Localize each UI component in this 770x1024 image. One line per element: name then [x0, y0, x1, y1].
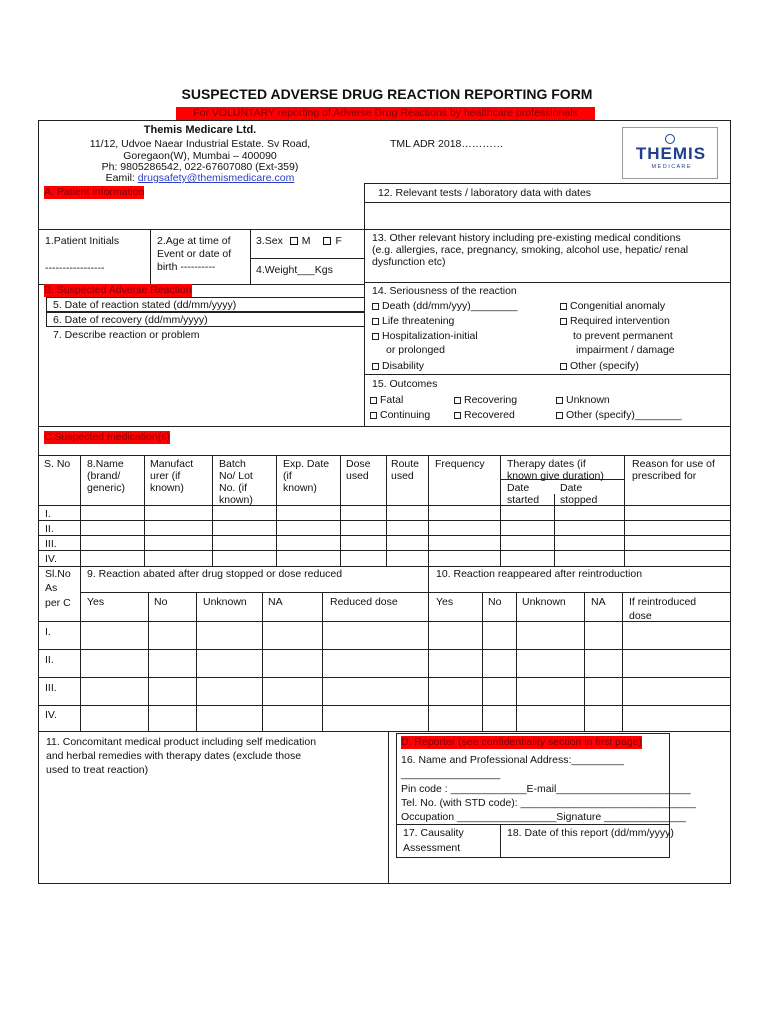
email-link[interactable]: drugsafety@themismedicare.com — [137, 172, 295, 184]
report-date-label: 18. Date of this report (dd/mm/yyyy) — [507, 827, 674, 839]
unknown-outcome-checkbox[interactable] — [556, 397, 563, 404]
q9-col-5 — [322, 592, 323, 731]
describe-reaction-label: 7. Describe reaction or problem — [53, 329, 200, 341]
q9-reduced: Reduced dose — [330, 596, 398, 608]
q9-row-3: III. — [45, 682, 57, 694]
recovering-label: Recovering — [464, 394, 518, 406]
q9-label: 9. Reaction abated after drug stopped or dose reduced — [87, 568, 343, 580]
death-label: Death (dd/mm/yyy)________ — [382, 300, 518, 312]
col-therapy-2: known give duration) — [507, 470, 604, 482]
death-option[interactable] — [372, 300, 517, 313]
q9-na: NA — [268, 596, 283, 608]
patient-divider-2 — [250, 229, 251, 285]
q10-na: NA — [591, 596, 606, 608]
recovery-date-label: 6. Date of recovery (dd/mm/yyyy) — [53, 314, 208, 326]
unknown-outcome-label: Unknown — [566, 394, 610, 406]
intervention-label-2: to prevent permanent — [573, 330, 673, 342]
age-label-3: birth ---------- — [157, 261, 216, 273]
telephone-field[interactable]: Tel. No. (with STD code): ______________________________ — [401, 797, 696, 809]
hosp-label: Hospitalization-initial — [382, 330, 478, 342]
logo-subtext: M E D I C A R E — [651, 164, 691, 170]
other-serious-label: Other (specify) — [570, 360, 639, 372]
disability-option[interactable] — [372, 360, 424, 373]
other-outcome-label: Other (specify)________ — [566, 409, 682, 421]
occupation-signature-field[interactable]: Occupation _________________Signature ______________ — [401, 811, 686, 823]
form-subtitle: For VOLUNTARY reporting of Adverse Drug Reactions by healthcare professionals — [176, 107, 595, 120]
other-outcome-option[interactable] — [556, 409, 682, 422]
col-dose-1: Dose — [346, 458, 371, 470]
col-started-1: Date — [507, 482, 530, 494]
form-title: SUSPECTED ADVERSE DRUG REACTION REPORTING FORM — [181, 86, 593, 102]
col-therapy-1: Therapy dates (if — [507, 458, 586, 470]
recovered-checkbox[interactable] — [454, 412, 461, 419]
death-checkbox[interactable] — [372, 303, 379, 310]
q9-row-line-1 — [38, 621, 731, 622]
col-stopped-1: Date — [560, 482, 583, 494]
name-address-line[interactable]: _________________ — [401, 768, 501, 780]
q11-divider — [388, 731, 389, 884]
q9-row-line-3 — [38, 677, 731, 678]
med-row-line-2 — [38, 520, 731, 521]
intervention-checkbox[interactable] — [560, 318, 567, 325]
logo-emblem-icon — [665, 134, 675, 144]
med-row-1: I. — [45, 508, 51, 520]
col-batch-3: No. (if — [219, 482, 248, 494]
q10-reintroduced-2: dose — [629, 610, 652, 622]
fatal-checkbox[interactable] — [370, 397, 377, 404]
col-manu-3: known) — [150, 482, 184, 494]
continuing-checkbox[interactable] — [370, 412, 377, 419]
causality-label-2: Assessment — [403, 842, 461, 854]
col-name-1: 8.Name — [87, 458, 124, 470]
q10-unknown: Unknown — [522, 596, 566, 608]
med-row-line-4 — [38, 550, 731, 551]
sex-f-label: F — [335, 235, 342, 247]
age-label-1: 2.Age at time of — [157, 235, 231, 247]
patient-initials-label: 1.Patient Initials — [45, 235, 120, 247]
col-sno: S. No — [44, 458, 71, 470]
sex-m-checkbox[interactable] — [290, 237, 298, 245]
q9-col-2 — [148, 592, 149, 731]
hospitalization-option[interactable] — [372, 330, 478, 343]
q10-yes: Yes — [436, 596, 454, 608]
sex-row — [256, 235, 342, 248]
disability-checkbox[interactable] — [372, 363, 379, 370]
q13-label-2: (e.g. allergies, race, pregnancy, smoking, alcohol use, hepatic/ renal — [372, 244, 689, 256]
q9-row-line-4 — [38, 705, 731, 706]
q14-top-line — [364, 282, 731, 283]
col-manu-2: urer (if — [150, 470, 181, 482]
intervention-label-3: impairment / damage — [576, 344, 675, 356]
q10-label: 10. Reaction reappeared after reintroduction — [436, 568, 643, 580]
med-row-3: III. — [45, 538, 57, 550]
q15-top-line — [364, 374, 731, 375]
q9-col-3 — [196, 592, 197, 731]
recovered-option[interactable] — [454, 409, 515, 422]
col-exp-1: Exp. Date — [283, 458, 330, 470]
intervention-option[interactable] — [560, 315, 670, 328]
q11-label-3: used to treat reaction) — [46, 764, 149, 776]
q9-row-line-2 — [38, 649, 731, 650]
logo-text: THEMIS — [635, 144, 707, 163]
q10-no: No — [488, 596, 502, 608]
q10-col-3 — [516, 592, 517, 731]
company-phone: Ph: 9805286542, 022-67607080 (Ext-359) — [101, 161, 299, 173]
recovered-label: Recovered — [464, 409, 515, 421]
company-address-2: Goregaon(W), Mumbai – 400090 — [123, 150, 277, 162]
section-d-header: D. Reporter (see confidentiality section in first page) — [401, 736, 643, 748]
reaction-date-label: 5. Date of reaction stated (dd/mm/yyyy) — [53, 299, 237, 311]
q9-yes: Yes — [87, 596, 105, 608]
weight-label: 4.Weight___Kgs — [256, 264, 333, 276]
continuing-label: Continuing — [380, 409, 431, 421]
q10-col-2 — [482, 592, 483, 731]
col-batch-1: Batch — [219, 458, 246, 470]
reporter-mid-divider — [500, 824, 501, 858]
slno-3: per C — [45, 597, 71, 609]
q13-label-3: dysfunction etc) — [372, 256, 446, 268]
section-b-header: B. Suspected Adverse Reaction — [44, 284, 192, 296]
q10-reintroduced-1: If reintroduced — [629, 596, 697, 608]
col-dose-2: used — [346, 470, 369, 482]
col-route-2: used — [391, 470, 414, 482]
other-outcome-checkbox[interactable] — [556, 412, 563, 419]
q9-header-line — [80, 592, 731, 593]
q13-label-1: 13. Other relevant history including pre-existing medical conditions — [372, 232, 681, 244]
sex-m-label: M — [301, 235, 311, 247]
col-started-2: started — [507, 494, 540, 506]
col-reason-2: prescribed for — [632, 470, 697, 482]
email-label: Eamil: — [105, 172, 138, 184]
med-row-2: II. — [45, 523, 54, 535]
pin-email-field[interactable]: Pin code : _____________E-mail_______________________ — [401, 783, 691, 795]
recovering-option[interactable] — [454, 394, 517, 407]
q10-col-4 — [584, 592, 585, 731]
hosp-checkbox[interactable] — [372, 333, 379, 340]
q10-col-5 — [622, 592, 623, 731]
fatal-label: Fatal — [380, 394, 404, 406]
life-threatening-option[interactable] — [372, 315, 454, 328]
q15-title: 15. Outcomes — [372, 378, 438, 390]
section-a-header: A. Patient information — [44, 186, 145, 198]
intervention-label: Required intervention — [570, 315, 670, 327]
col-batch-4: known) — [219, 494, 253, 506]
recovering-checkbox[interactable] — [454, 397, 461, 404]
life-label: Life threatening — [382, 315, 455, 327]
disability-label: Disability — [382, 360, 425, 372]
patient-initials-field[interactable]: ----------------- — [45, 262, 105, 274]
col-reason-1: Reason for use of — [632, 458, 715, 470]
col-exp-3: known) — [283, 482, 317, 494]
reference-number: TML ADR 2018………… — [390, 138, 504, 150]
q13-top-line — [364, 229, 731, 230]
other-serious-option[interactable] — [560, 360, 639, 373]
q11-label-2: and herbal remedies with therapy dates (exclude those — [46, 750, 302, 762]
company-name: Themis Medicare Ltd. — [143, 124, 257, 136]
company-email-row — [40, 172, 360, 185]
q9-no: No — [154, 596, 168, 608]
reporter-bottom-split — [396, 824, 670, 825]
congenital-checkbox[interactable] — [560, 303, 567, 310]
med-row-line-1 — [38, 505, 731, 506]
q11-label-1: 11. Concomitant medical product including self medication — [46, 736, 317, 748]
col-name-3: generic) — [87, 482, 125, 494]
q14-title: 14. Seriousness of the reaction — [372, 285, 517, 297]
col-stopped-2: stopped — [560, 494, 598, 506]
causality-label-1: 17. Causality — [403, 827, 464, 839]
q9-row-1: I. — [45, 626, 51, 638]
continuing-option[interactable] — [370, 409, 430, 422]
themis-logo — [622, 127, 718, 179]
congenital-option[interactable] — [560, 300, 665, 313]
section-c-top-line — [38, 426, 731, 427]
sex-label: 3.Sex — [256, 235, 283, 247]
age-label-2: Event or date of — [157, 248, 232, 260]
sex-f-checkbox[interactable] — [323, 237, 331, 245]
col-frequency: Frequency — [435, 458, 485, 470]
fatal-option[interactable] — [370, 394, 403, 407]
med-row-line-3 — [38, 535, 731, 536]
col-batch-2: No/ Lot — [219, 470, 253, 482]
col-name-2: (brand/ — [87, 470, 121, 482]
q12-label: 12. Relevant tests / laboratory data with dates — [378, 187, 592, 199]
patient-divider-3 — [250, 258, 365, 259]
hospitalization-label-2: or prolonged — [386, 344, 445, 356]
slno-1: Sl.No — [45, 568, 71, 580]
company-address-1: 11/12, Udvoe Naear Industrial Estate. Sv Road, — [89, 138, 311, 150]
congenital-label: Congenitial anomaly — [570, 300, 666, 312]
med-row-4: IV. — [45, 553, 57, 565]
col-manu-1: Manufact — [150, 458, 194, 470]
patient-divider-1 — [150, 229, 151, 285]
other-serious-checkbox[interactable] — [560, 363, 567, 370]
unknown-outcome-option[interactable] — [556, 394, 610, 407]
q9-row-4: IV. — [45, 709, 57, 721]
section-c-header: C.Suspected medication(s) — [44, 431, 171, 443]
slno-2: As — [45, 582, 58, 594]
life-checkbox[interactable] — [372, 318, 379, 325]
name-address-field[interactable]: 16. Name and Professional Address:_________ — [401, 754, 624, 766]
q9-col-4 — [262, 592, 263, 731]
col-route-1: Route — [391, 458, 420, 470]
q9-unknown: Unknown — [203, 596, 247, 608]
col-exp-2: (if — [283, 470, 292, 482]
q9-bottom-line — [38, 731, 731, 732]
q9-row-2: II. — [45, 654, 54, 666]
